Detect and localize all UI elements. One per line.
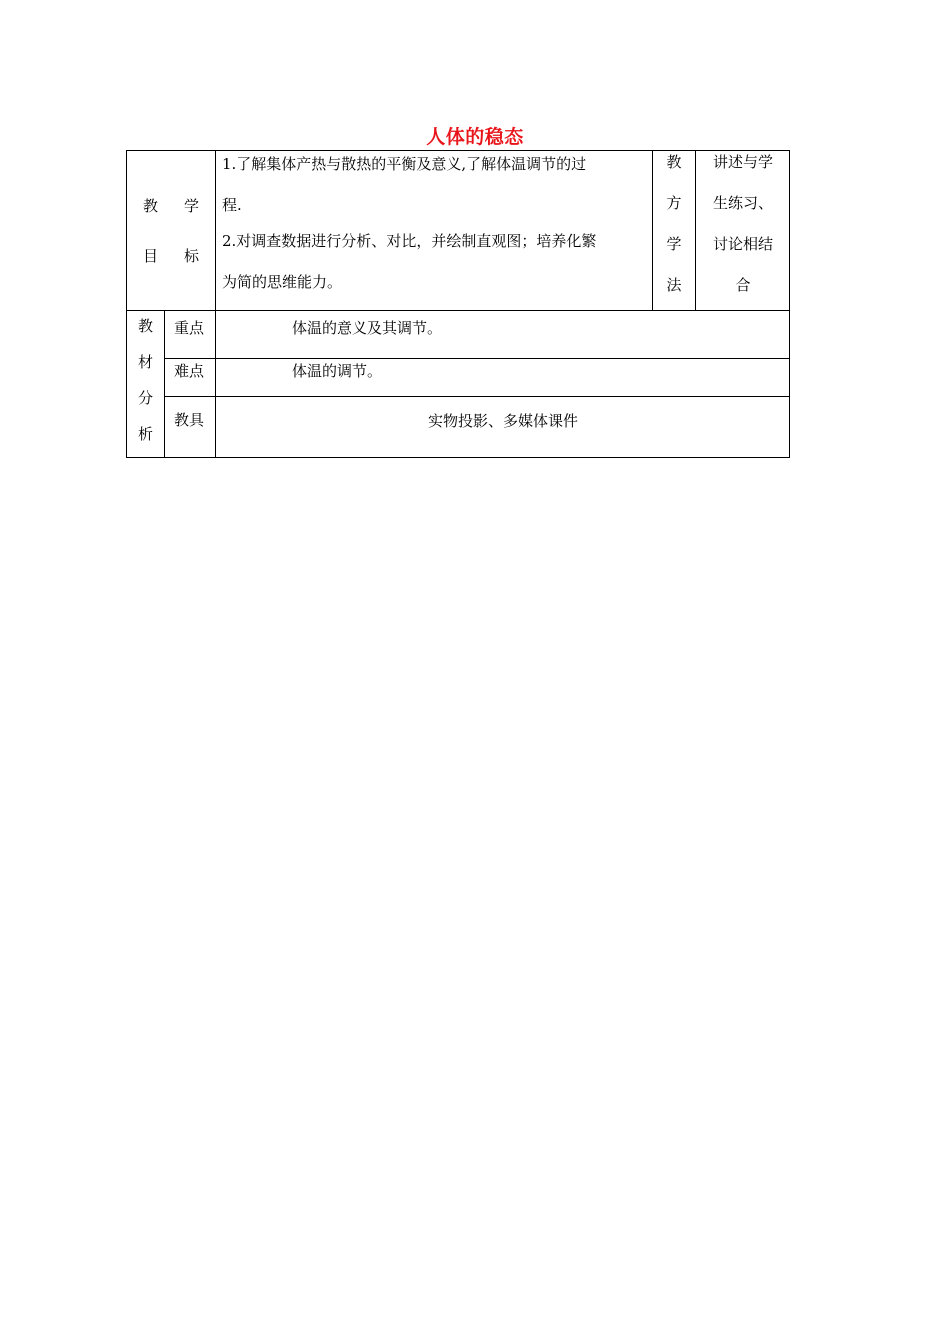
page-title: 人体的稳态 xyxy=(426,126,524,148)
teaching-aids-label: 教具 xyxy=(174,411,205,429)
analysis-label-char: 分 xyxy=(137,389,153,407)
objectives-label-line2 xyxy=(127,245,215,266)
objectives-label-char: 教 xyxy=(142,197,158,215)
methods-value-line: 合 xyxy=(735,276,751,294)
difficulty-value: 体温的调节。 xyxy=(292,362,383,380)
goal-line: 程. xyxy=(222,196,242,214)
analysis-label-char: 析 xyxy=(137,425,153,443)
objectives-label-line1 xyxy=(127,195,215,216)
objectives-label-char: 学 xyxy=(184,197,200,215)
objectives-label-char: 标 xyxy=(184,247,200,265)
methods-label-char: 教 xyxy=(666,153,682,171)
keypoint-label: 重点 xyxy=(174,319,205,337)
methods-value-line: 讨论相结 xyxy=(712,235,773,253)
goal-line: 1.了解集体产热与散热的平衡及意义,了解体温调节的过 xyxy=(222,155,587,173)
row-divider-difficulty xyxy=(164,396,790,397)
methods-label xyxy=(653,142,695,306)
methods-value xyxy=(697,142,789,306)
analysis-label-char: 材 xyxy=(137,353,153,371)
col-divider-analysis-label xyxy=(164,310,165,458)
goal-line: 为简的思维能力。 xyxy=(222,273,343,291)
objectives-label-char: 目 xyxy=(142,247,158,265)
teaching-aids-value: 实物投影、多媒体课件 xyxy=(427,412,578,430)
row-divider-objectives xyxy=(126,310,790,311)
methods-label-char: 方 xyxy=(666,194,682,212)
goal-line: 2.对调查数据进行分析、对比，并绘制直观图；培养化繁 xyxy=(222,232,597,250)
difficulty-label: 难点 xyxy=(174,362,205,380)
methods-value-line: 生练习、 xyxy=(712,194,773,212)
keypoint-value: 体温的意义及其调节。 xyxy=(292,319,443,337)
methods-value-line: 讲述与学 xyxy=(712,153,773,171)
analysis-label-char: 教 xyxy=(137,317,153,335)
methods-label-char: 法 xyxy=(666,276,682,294)
col-divider-method-label xyxy=(695,150,696,310)
row-divider-keypoint xyxy=(164,358,790,359)
analysis-label xyxy=(127,308,164,452)
methods-label-char: 学 xyxy=(666,235,682,253)
